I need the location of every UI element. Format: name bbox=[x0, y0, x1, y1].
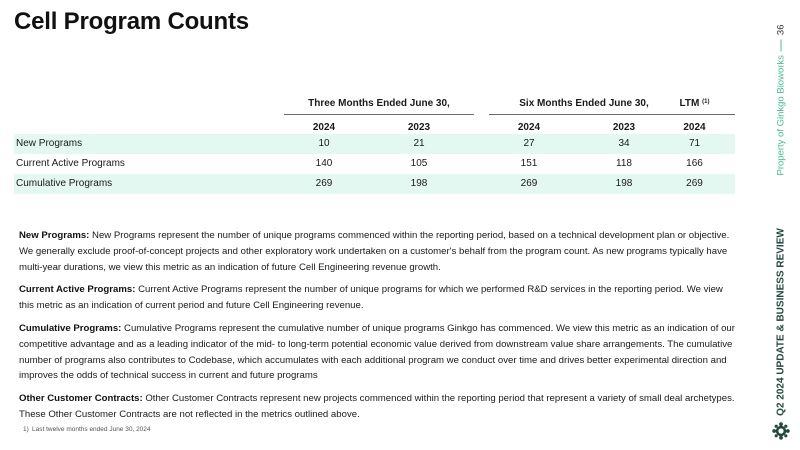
page-title: Cell Program Counts bbox=[14, 8, 249, 35]
deck-title-rail bbox=[772, 228, 790, 416]
row-label: Current Active Programs bbox=[16, 158, 125, 169]
group-header-ltm bbox=[654, 94, 735, 115]
table-cell: 118 bbox=[616, 158, 632, 169]
footnote-marker: (1) bbox=[702, 99, 710, 105]
row-label: Cumulative Programs bbox=[16, 178, 113, 189]
property-rail bbox=[774, 20, 788, 180]
definition-term: New Programs: bbox=[19, 230, 90, 241]
table-cell: 21 bbox=[413, 138, 425, 149]
year-header: 2023 bbox=[407, 122, 431, 133]
table-cell: 269 bbox=[520, 178, 538, 189]
table-cell: 34 bbox=[618, 138, 630, 149]
group-header-six-months bbox=[489, 94, 679, 115]
year-header: 2024 bbox=[683, 122, 706, 133]
table-cell: 166 bbox=[686, 158, 703, 169]
year-header: 2024 bbox=[312, 122, 336, 133]
table-cell: 105 bbox=[410, 158, 428, 169]
footnote bbox=[23, 426, 151, 433]
definition-cumulative-programs bbox=[19, 321, 735, 384]
definition-text: Other Customer Contracts represent new projects commenced within the reporting period that represent a variety of small deal archetypes. These Other Customer Contracts are not reflected in the metrics outlined above. bbox=[19, 393, 735, 420]
table-cell: 269 bbox=[686, 178, 703, 189]
table-row bbox=[14, 154, 735, 174]
deck-title: Q2 2024 UPDATE & BUSINESS REVIEW bbox=[775, 228, 787, 416]
definition-text: New Programs represent the number of unique programs commenced within the reporting period, based on a technical development plan or objective. We generally exclude proof-of-concept projects and other exploratory work undertaken on a customer's behalf from the program count. As new programs typically have multi-year durations, we view this metric as an indication of future Cell Engineering revenue growth. bbox=[19, 230, 730, 273]
property-label: Property of Ginkgo Bioworks bbox=[775, 55, 787, 176]
definition-current-active-programs bbox=[19, 282, 735, 314]
table-cell: 71 bbox=[688, 138, 701, 149]
group-header-label: Six Months Ended June 30, bbox=[519, 98, 649, 109]
ginkgo-logo-icon bbox=[772, 422, 790, 440]
definition-other-customer-contracts bbox=[19, 391, 735, 423]
row-label: New Programs bbox=[16, 138, 83, 149]
footnote-number: 1) bbox=[23, 426, 29, 433]
definition-text: Current Active Programs represent the number of unique programs for which we performed R&D services in the reporting period. We view this metric as an indication of current period and future Cell Engineering revenue. bbox=[19, 284, 723, 312]
definition-text: Cumulative Programs represent the cumulative number of unique programs Ginkgo has commenced. We view this metric as an indication of our competitive advantage and as a leading indicator of the mid- to long-term potential economic value derived from downstream value share arrangements. The cumulative number of programs also contributes to Codebase, which accumulates with each additional program we conduct over time and drives better experimental direction and improves the odds of technical success in current and future programs bbox=[19, 322, 735, 382]
group-header-label: LTM bbox=[679, 98, 700, 109]
table-cell: 27 bbox=[523, 138, 535, 149]
rail-divider bbox=[780, 39, 781, 51]
group-header-three-months bbox=[284, 94, 474, 115]
footnote-text: Last twelve months ended June 30, 2024 bbox=[32, 426, 151, 433]
page-number: 36 bbox=[775, 24, 787, 36]
table-row bbox=[14, 174, 735, 194]
table-cell: 198 bbox=[410, 178, 428, 189]
group-header-label: Three Months Ended June 30, bbox=[308, 98, 450, 109]
definition-term: Cumulative Programs: bbox=[19, 322, 122, 334]
definition-term: Other Customer Contracts: bbox=[19, 393, 143, 405]
table-row bbox=[14, 134, 735, 154]
year-header: 2024 bbox=[517, 122, 541, 133]
definition-new-programs bbox=[19, 228, 735, 275]
table-cell: 10 bbox=[318, 138, 330, 149]
table-cell: 198 bbox=[615, 178, 633, 189]
definition-term: Current Active Programs: bbox=[19, 284, 136, 296]
table-cell: 151 bbox=[520, 158, 538, 169]
table-cell: 140 bbox=[315, 158, 333, 169]
metric-definitions bbox=[19, 228, 735, 430]
table-cell: 269 bbox=[315, 178, 333, 189]
year-header: 2023 bbox=[612, 122, 636, 133]
